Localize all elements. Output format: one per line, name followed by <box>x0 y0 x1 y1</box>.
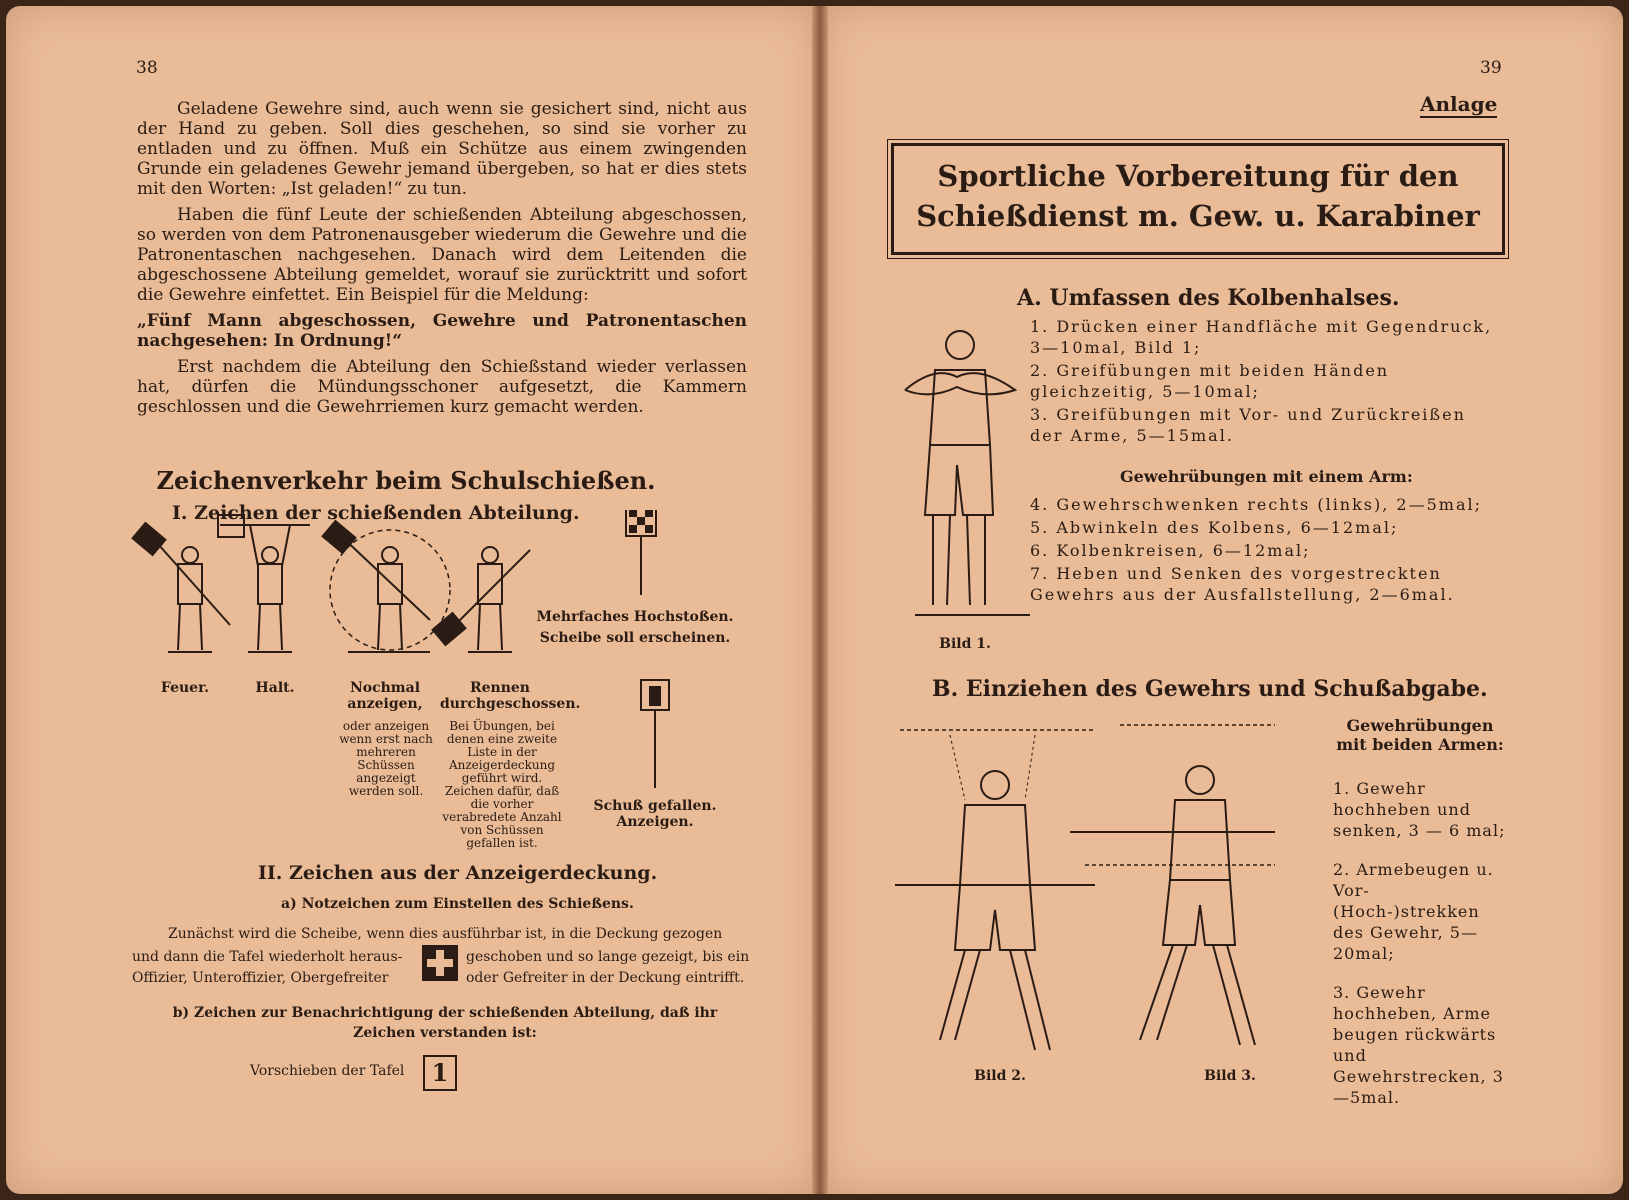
caption-rennen: Rennen durchgeschossen. <box>440 680 581 712</box>
caption-nochmal: Nochmal anzeigen, <box>347 680 423 712</box>
text-2a-line2a: und dann die Tafel wiederholt heraus- <box>132 949 403 965</box>
paragraph-quote: „Fünf Mann abgeschossen, Gewehre und Patronentaschen nachgesehen: In Ordnung!“ <box>137 311 747 351</box>
text-2a-line3b: oder Gefreiter in der Deckung eintrifft. <box>466 970 745 986</box>
figure-halt <box>218 515 310 652</box>
signal-figures <box>130 510 750 670</box>
note-nochmal: oder anzeigen wenn erst nach mehreren Schüssen angezeigt werden soll. <box>339 719 433 798</box>
list-item: 2. Greifübungen mit beiden Händen gleichzeitig, 5—10mal; <box>1030 361 1390 401</box>
section-title: Zeichenverkehr beim Schulschießen. <box>156 466 656 495</box>
left-text-block <box>137 99 747 423</box>
checker-signal <box>626 510 656 595</box>
figure-nochmal <box>321 520 450 652</box>
page-number-right: 39 <box>1480 58 1502 78</box>
gew-one-arm-heading: Gewehrübungen mit einem Arm: <box>1120 467 1413 486</box>
list-item: 3. Greifübungen mit Vor- und Zurückreißen der Arme, 5—15mal. <box>1030 405 1466 445</box>
paragraph: Erst nachdem die Abteilung den Schießstand wieder verlassen hat, dürfen die Mündungsschoner aufgesetzt, die Kammern geschlossen und die Gewehrriemen kurz gemacht werden. <box>137 357 747 417</box>
list-item: 2. Armebeugen u. Vor-(Hoch-)strekken des Gewehr, 5—20mal; <box>1333 860 1494 963</box>
page-number-left: 38 <box>136 58 158 78</box>
list-b <box>1333 778 1508 1110</box>
list-item: 7. Heben und Senken des vorgestreckten Gewehrs aus der Ausfallstellung, 2—6mal. <box>1030 564 1455 604</box>
list-a2 <box>1030 494 1505 607</box>
title-line-2: Schießdienst m. Gew. u. Karabiner <box>916 199 1480 233</box>
list-item: 6. Kolbenkreisen, 6—12mal; <box>1030 541 1311 560</box>
caption-hochstossen: Mehrfaches Hochstoßen. <box>536 609 734 625</box>
caption-bild1: Bild 1. <box>939 636 991 652</box>
figure-feuer <box>131 522 230 652</box>
caption-bild3: Bild 3. <box>1204 1068 1256 1084</box>
caption-halt: Halt. <box>255 680 295 696</box>
text-2a-line3a: Offizier, Unteroffizier, Obergefreiter <box>132 970 389 986</box>
title-box <box>891 143 1505 255</box>
section-a: A. Umfassen des Kolbenhalses. <box>1017 285 1400 311</box>
section-b: B. Einziehen des Gewehrs und Schußabgabe. <box>932 676 1488 702</box>
list-item: 3. Gewehr hochheben, Arme beugen rückwärts und Gewehrstrecken, 3—5mal. <box>1333 983 1504 1107</box>
text-2a-line2b: geschoben und so lange gezeigt, bis ein <box>466 949 750 965</box>
cross-board-icon <box>422 945 458 981</box>
subsection-2b: b) Zeichen zur Benachrichtigung der schießenden Abteilung, daß ihr Zeichen verstanden ist: <box>172 1005 718 1041</box>
subsection-2a: a) Notzeichen zum Einstellen des Schießens. <box>281 896 634 912</box>
caption-bild2: Bild 2. <box>974 1068 1026 1084</box>
list-item: 1. Gewehr hochheben und senken, 3 — 6 mal; <box>1333 779 1506 840</box>
note-rennen: Bei Übungen, bei denen eine zweite Liste in der Anzeigerdeckung geführt wird. Zeichen dafür, daß die vorher verabredete Anzahl von Schüssen gefallen ist. <box>442 719 562 850</box>
bild1-figure <box>895 325 1035 635</box>
figure-bild2 <box>895 730 1095 1050</box>
vorschieben-label: Vorschieben der Tafel <box>250 1063 405 1079</box>
figure-bild3 <box>1070 725 1275 1045</box>
caption-scheibe: Scheibe soll erscheinen. <box>539 630 731 646</box>
list-item: 4. Gewehrschwenken rechts (links), 2—5mal; <box>1030 495 1483 514</box>
title-line-1: Sportliche Vorbereitung für den <box>937 159 1459 193</box>
text-2a-line1: Zunächst wird die Scheibe, wenn dies ausführbar ist, in die Deckung gezogen <box>168 926 723 942</box>
gutter <box>812 6 828 1194</box>
subsection-2: II. Zeichen aus der Anzeigerdeckung. <box>258 862 658 884</box>
paragraph: Geladene Gewehre sind, auch wenn sie gesichert sind, nicht aus der Hand zu geben. Soll dies geschehen, so sind sie vorher zu entladen und zu öffnen. Muß ein Schütze aus einem zwingenden Grunde ein geladenes Gewehr jemand übergeben, so hat er dies stets mit den Worten: „Ist geladen!“ zu tun. <box>137 99 747 199</box>
list-item: 5. Abwinkeln des Kolbens, 6—12mal; <box>1030 518 1399 537</box>
gew-both-arms-heading: Gewehrübungen mit beiden Armen: <box>1336 716 1504 754</box>
white-board-signal <box>635 678 675 793</box>
list-item: 1. Drücken einer Handfläche mit Gegendruck, 3—10mal, Bild 1; <box>1030 317 1493 357</box>
subsection-1: I. Zeichen der schießenden Abteilung. <box>172 502 580 524</box>
paragraph: Haben die fünf Leute der schießenden Abteilung abgeschossen, so werden von dem Patronenausgeber wiederum die Gewehre und die Patronentaschen nachgesehen. Danach wird dem Leitenden die abgeschossene Abteilung gemeldet, worauf sie zurücktritt und sofort die Gewehre einfettet. Ein Beispiel für die Meldung: <box>137 205 747 305</box>
caption-feuer: Feuer. <box>160 680 210 696</box>
tafel-number-box: 1 <box>423 1055 457 1091</box>
anlage-label: Anlage <box>1420 92 1498 116</box>
bild2-bild3-figures <box>895 720 1295 1070</box>
caption-schuss: Schuß gefallen. Anzeigen. <box>593 798 717 830</box>
list-a <box>1030 316 1505 448</box>
